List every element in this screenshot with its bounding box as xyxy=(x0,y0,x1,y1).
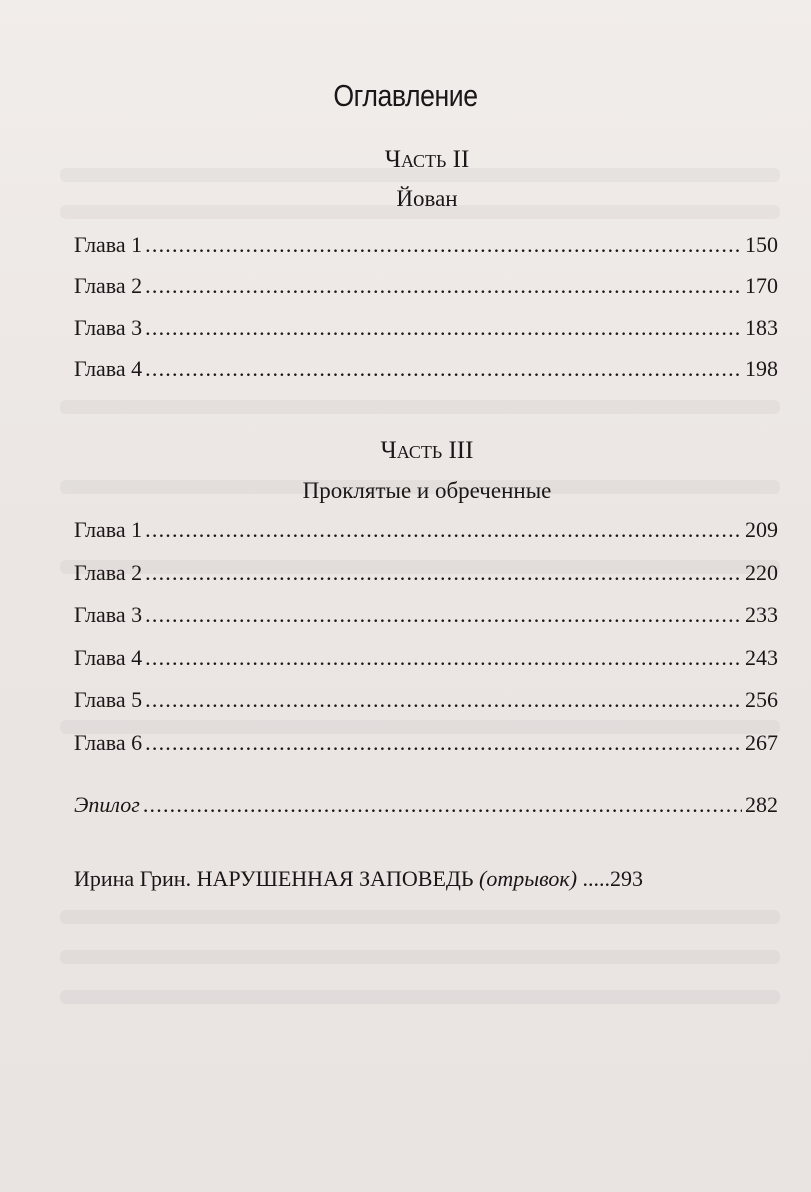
page-number: 282 xyxy=(745,792,778,817)
toc-entry-excerpt[interactable] xyxy=(74,866,778,892)
toc-entry[interactable] xyxy=(74,560,778,590)
leader-dots xyxy=(145,315,742,341)
chapter-label: Глава 3 xyxy=(74,315,143,340)
show-through-line xyxy=(60,990,780,1004)
page-number: 209 xyxy=(745,517,778,542)
chapter-label: Глава 4 xyxy=(74,645,143,670)
chapter-label: Глава 6 xyxy=(74,730,143,755)
part-3-title: Часть III xyxy=(380,437,474,464)
page-number: 150 xyxy=(745,232,778,257)
leader-dots xyxy=(145,645,742,671)
leader-dots xyxy=(145,560,742,586)
toc-title: Оглавление xyxy=(333,78,478,113)
part-2-subtitle: Йован xyxy=(396,186,458,211)
excerpt-title: НАРУШЕННАЯ ЗАПОВЕДЬ xyxy=(196,866,480,891)
toc-entry[interactable] xyxy=(74,602,778,632)
page-number: 256 xyxy=(745,687,778,712)
chapter-label: Глава 3 xyxy=(74,602,143,627)
toc-entry[interactable] xyxy=(74,645,778,675)
leader-dots xyxy=(145,730,742,756)
leader-dots xyxy=(145,687,742,713)
page-number: 220 xyxy=(745,560,778,585)
page-number: 233 xyxy=(745,602,778,627)
chapter-label: Глава 5 xyxy=(74,687,143,712)
leader-dots xyxy=(145,232,742,258)
leader-dots xyxy=(145,517,742,543)
excerpt-note: (отрывок) xyxy=(479,866,578,891)
show-through-line xyxy=(60,400,780,414)
page-number: 267 xyxy=(745,730,778,755)
leader-dots xyxy=(145,602,742,628)
part-3-subtitle: Проклятые и обреченные xyxy=(302,478,552,503)
show-through-line xyxy=(60,910,780,924)
chapter-label: Глава 1 xyxy=(74,232,143,257)
chapter-label: Глава 2 xyxy=(74,273,143,298)
toc-entry-epilogue[interactable] xyxy=(74,792,778,822)
leader-dots xyxy=(145,273,742,299)
toc-entry[interactable] xyxy=(74,356,778,386)
leader-dots xyxy=(145,356,742,382)
epilogue-label: Эпилог xyxy=(74,792,140,817)
toc-entry[interactable] xyxy=(74,273,778,303)
leader-dots xyxy=(143,792,742,818)
toc-entry[interactable] xyxy=(74,232,778,262)
chapter-label: Глава 1 xyxy=(74,517,143,542)
toc-entry[interactable] xyxy=(74,315,778,345)
page-number: 198 xyxy=(745,356,778,381)
toc-entry[interactable] xyxy=(74,687,778,717)
chapter-label: Глава 2 xyxy=(74,560,143,585)
chapter-label: Глава 4 xyxy=(74,356,143,381)
page-number: 183 xyxy=(745,315,778,340)
show-through-line xyxy=(60,950,780,964)
part-2-title: Часть II xyxy=(384,146,470,173)
page-number: 170 xyxy=(745,273,778,298)
page-number: 243 xyxy=(745,645,778,670)
leader-dots: ..... xyxy=(577,866,611,891)
excerpt-author: Ирина Грин. xyxy=(74,866,197,891)
toc-entry[interactable] xyxy=(74,517,778,547)
page-number: 293 xyxy=(610,866,644,891)
toc-entry[interactable] xyxy=(74,730,778,760)
